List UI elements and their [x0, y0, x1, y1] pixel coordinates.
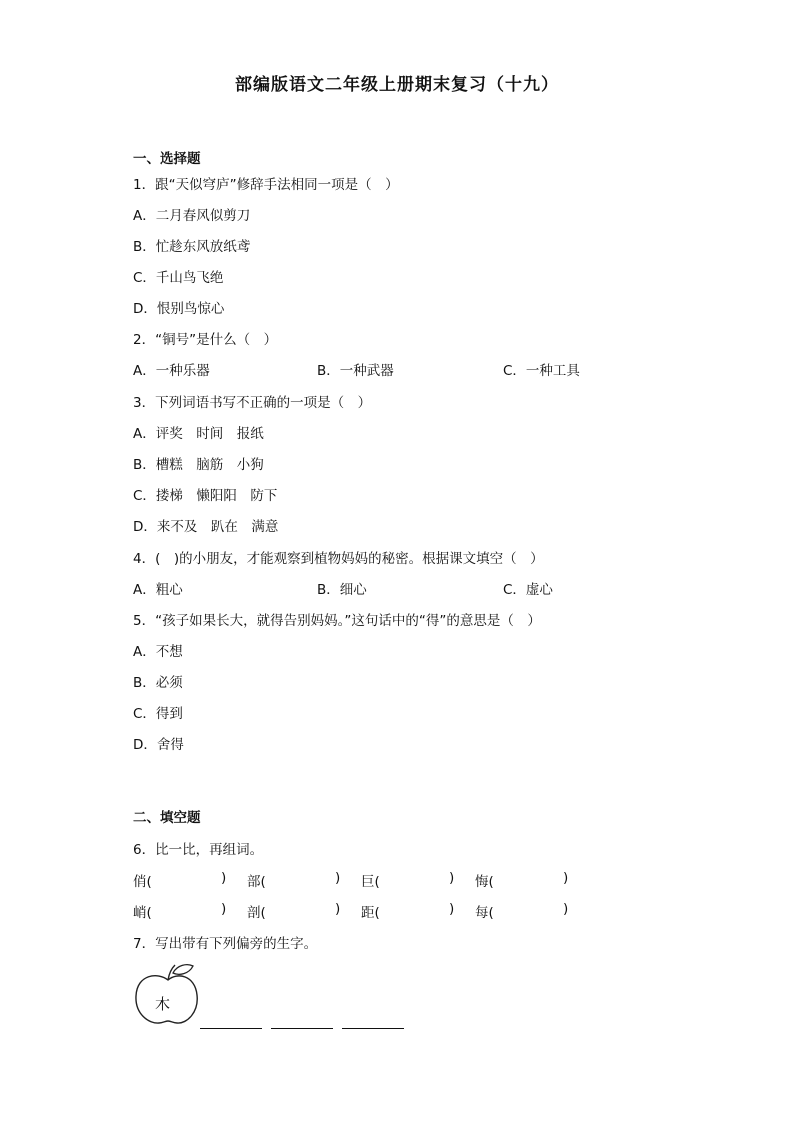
question-2-option-c: C．一种工具 [503, 363, 580, 379]
char-pair-open: 巨( [361, 874, 380, 890]
question-2-option-b: B．一种武器 [317, 363, 394, 379]
char-pair-close: ) [335, 901, 341, 917]
question-2-stem: 2．“铜号”是什么（ ） [133, 332, 278, 348]
question-1-option-a: A．二月春风似剪刀 [133, 208, 251, 224]
question-1-option-c: C．千山鸟飞绝 [133, 270, 224, 286]
char-pair-close: ) [563, 901, 569, 917]
section-heading-choice: 一、选择题 [133, 151, 201, 167]
question-3-option-d: D．来不及 趴在 满意 [133, 519, 279, 535]
char-pair-open: 峭( [133, 905, 152, 921]
question-3-option-b: B．槽糕 脑筋 小狗 [133, 457, 264, 473]
question-1-option-d: D．恨别鸟惊心 [133, 301, 225, 317]
question-3-stem: 3．下列词语书写不正确的一项是（ ） [133, 395, 372, 411]
question-4-option-a: A．粗心 [133, 582, 183, 598]
section-heading-fill: 二、填空题 [133, 810, 201, 826]
question-3-option-a: A．评奖 时间 报纸 [133, 426, 264, 442]
radical-character: 木 [155, 995, 171, 1013]
char-pair-close: ) [563, 870, 569, 886]
question-7-stem: 7．写出带有下列偏旁的生字。 [133, 936, 318, 952]
char-pair-close: ) [335, 870, 341, 886]
char-pair-open: 距( [361, 905, 380, 921]
char-pair-open: 剖( [247, 905, 266, 921]
answer-blank[interactable] [271, 1028, 333, 1029]
question-1-stem: 1．跟“天似穹庐”修辞手法相同一项是（ ） [133, 177, 399, 193]
char-pair-open: 悔( [475, 874, 494, 890]
char-pair-open: 每( [475, 905, 494, 921]
char-pair-open: 俏( [133, 874, 152, 890]
question-5-option-b: B．必须 [133, 675, 183, 691]
question-4-option-c: C．虚心 [503, 582, 553, 598]
answer-blank[interactable] [342, 1028, 404, 1029]
question-2-option-a: A．一种乐器 [133, 363, 210, 379]
char-pair-close: ) [449, 870, 455, 886]
question-3-option-c: C．搂梯 懒阳阳 防下 [133, 488, 278, 504]
char-pair-open: 部( [247, 874, 266, 890]
question-4-option-b: B．细心 [317, 582, 367, 598]
char-pair-close: ) [221, 901, 227, 917]
question-5-option-d: D．舍得 [133, 737, 184, 753]
question-1-option-b: B．忙趁东风放纸鸢 [133, 239, 251, 255]
question-4-stem: 4．( )的小朋友，才能观察到植物妈妈的秘密。根据课文填空（ ） [133, 551, 544, 567]
answer-blank[interactable] [200, 1028, 262, 1029]
page-title: 部编版语文二年级上册期末复习（十九） [235, 75, 559, 95]
question-5-stem: 5．“孩子如果长大，就得告别妈妈。”这句话中的“得”的意思是（ ） [133, 613, 541, 629]
question-5-option-c: C．得到 [133, 706, 183, 722]
char-pair-close: ) [449, 901, 455, 917]
question-5-option-a: A．不想 [133, 644, 183, 660]
char-pair-close: ) [221, 870, 227, 886]
question-6-stem: 6．比一比，再组词。 [133, 842, 264, 858]
